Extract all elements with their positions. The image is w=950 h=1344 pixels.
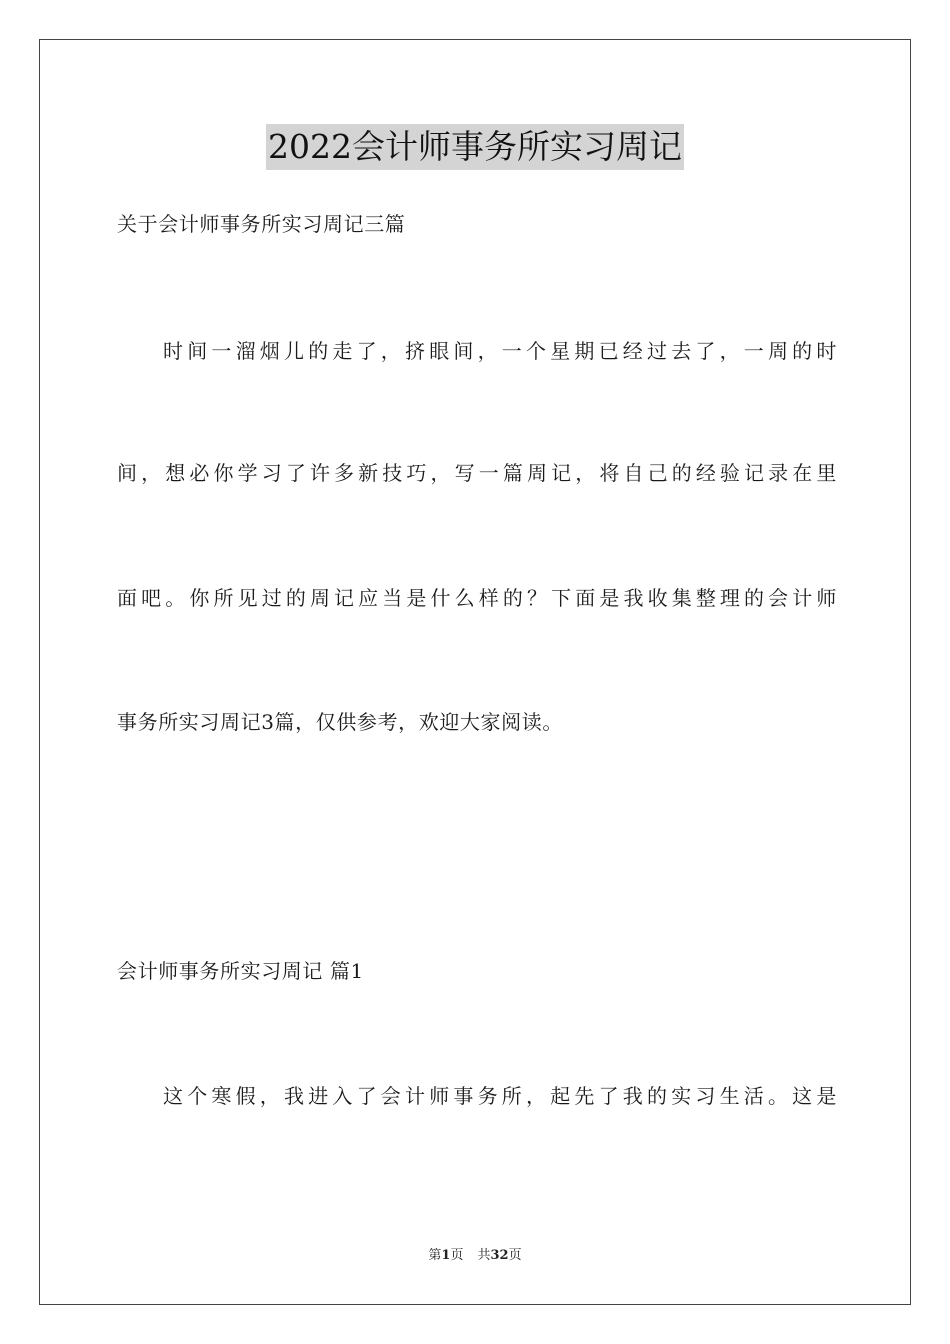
intro-line-2: 间，想必你学习了许多新技巧，写一篇周记，将自己的经验记录在里 — [117, 461, 837, 485]
footer-page-suffix: 页 — [450, 1248, 464, 1263]
footer-page-number: 1 — [441, 1248, 451, 1263]
intro-line-1: 时间一溜烟儿的走了，挤眼间，一个星期已经过去了，一周的时 — [163, 339, 837, 363]
footer-total-suffix: 页 — [508, 1248, 522, 1263]
intro-line-3: 面吧。你所见过的周记应当是什么样的？下面是我收集整理的会计师 — [117, 586, 837, 610]
document-title: 2022会计师事务所实习周记 — [266, 124, 684, 170]
document-subtitle: 关于会计师事务所实习周记三篇 — [117, 212, 406, 236]
section-heading: 会计师事务所实习周记 篇1 — [117, 959, 364, 983]
footer-total-pages: 32 — [490, 1248, 509, 1263]
section-line-1: 这个寒假，我进入了会计师事务所，起先了我的实习生活。这是 — [163, 1084, 837, 1108]
title-container — [0, 124, 950, 170]
intro-line-4: 事务所实习周记3篇，仅供参考，欢迎大家阅读。 — [117, 710, 563, 734]
page-footer — [0, 1247, 950, 1265]
footer-total-prefix: 共 — [477, 1248, 491, 1263]
footer-page-prefix: 第 — [428, 1248, 442, 1263]
